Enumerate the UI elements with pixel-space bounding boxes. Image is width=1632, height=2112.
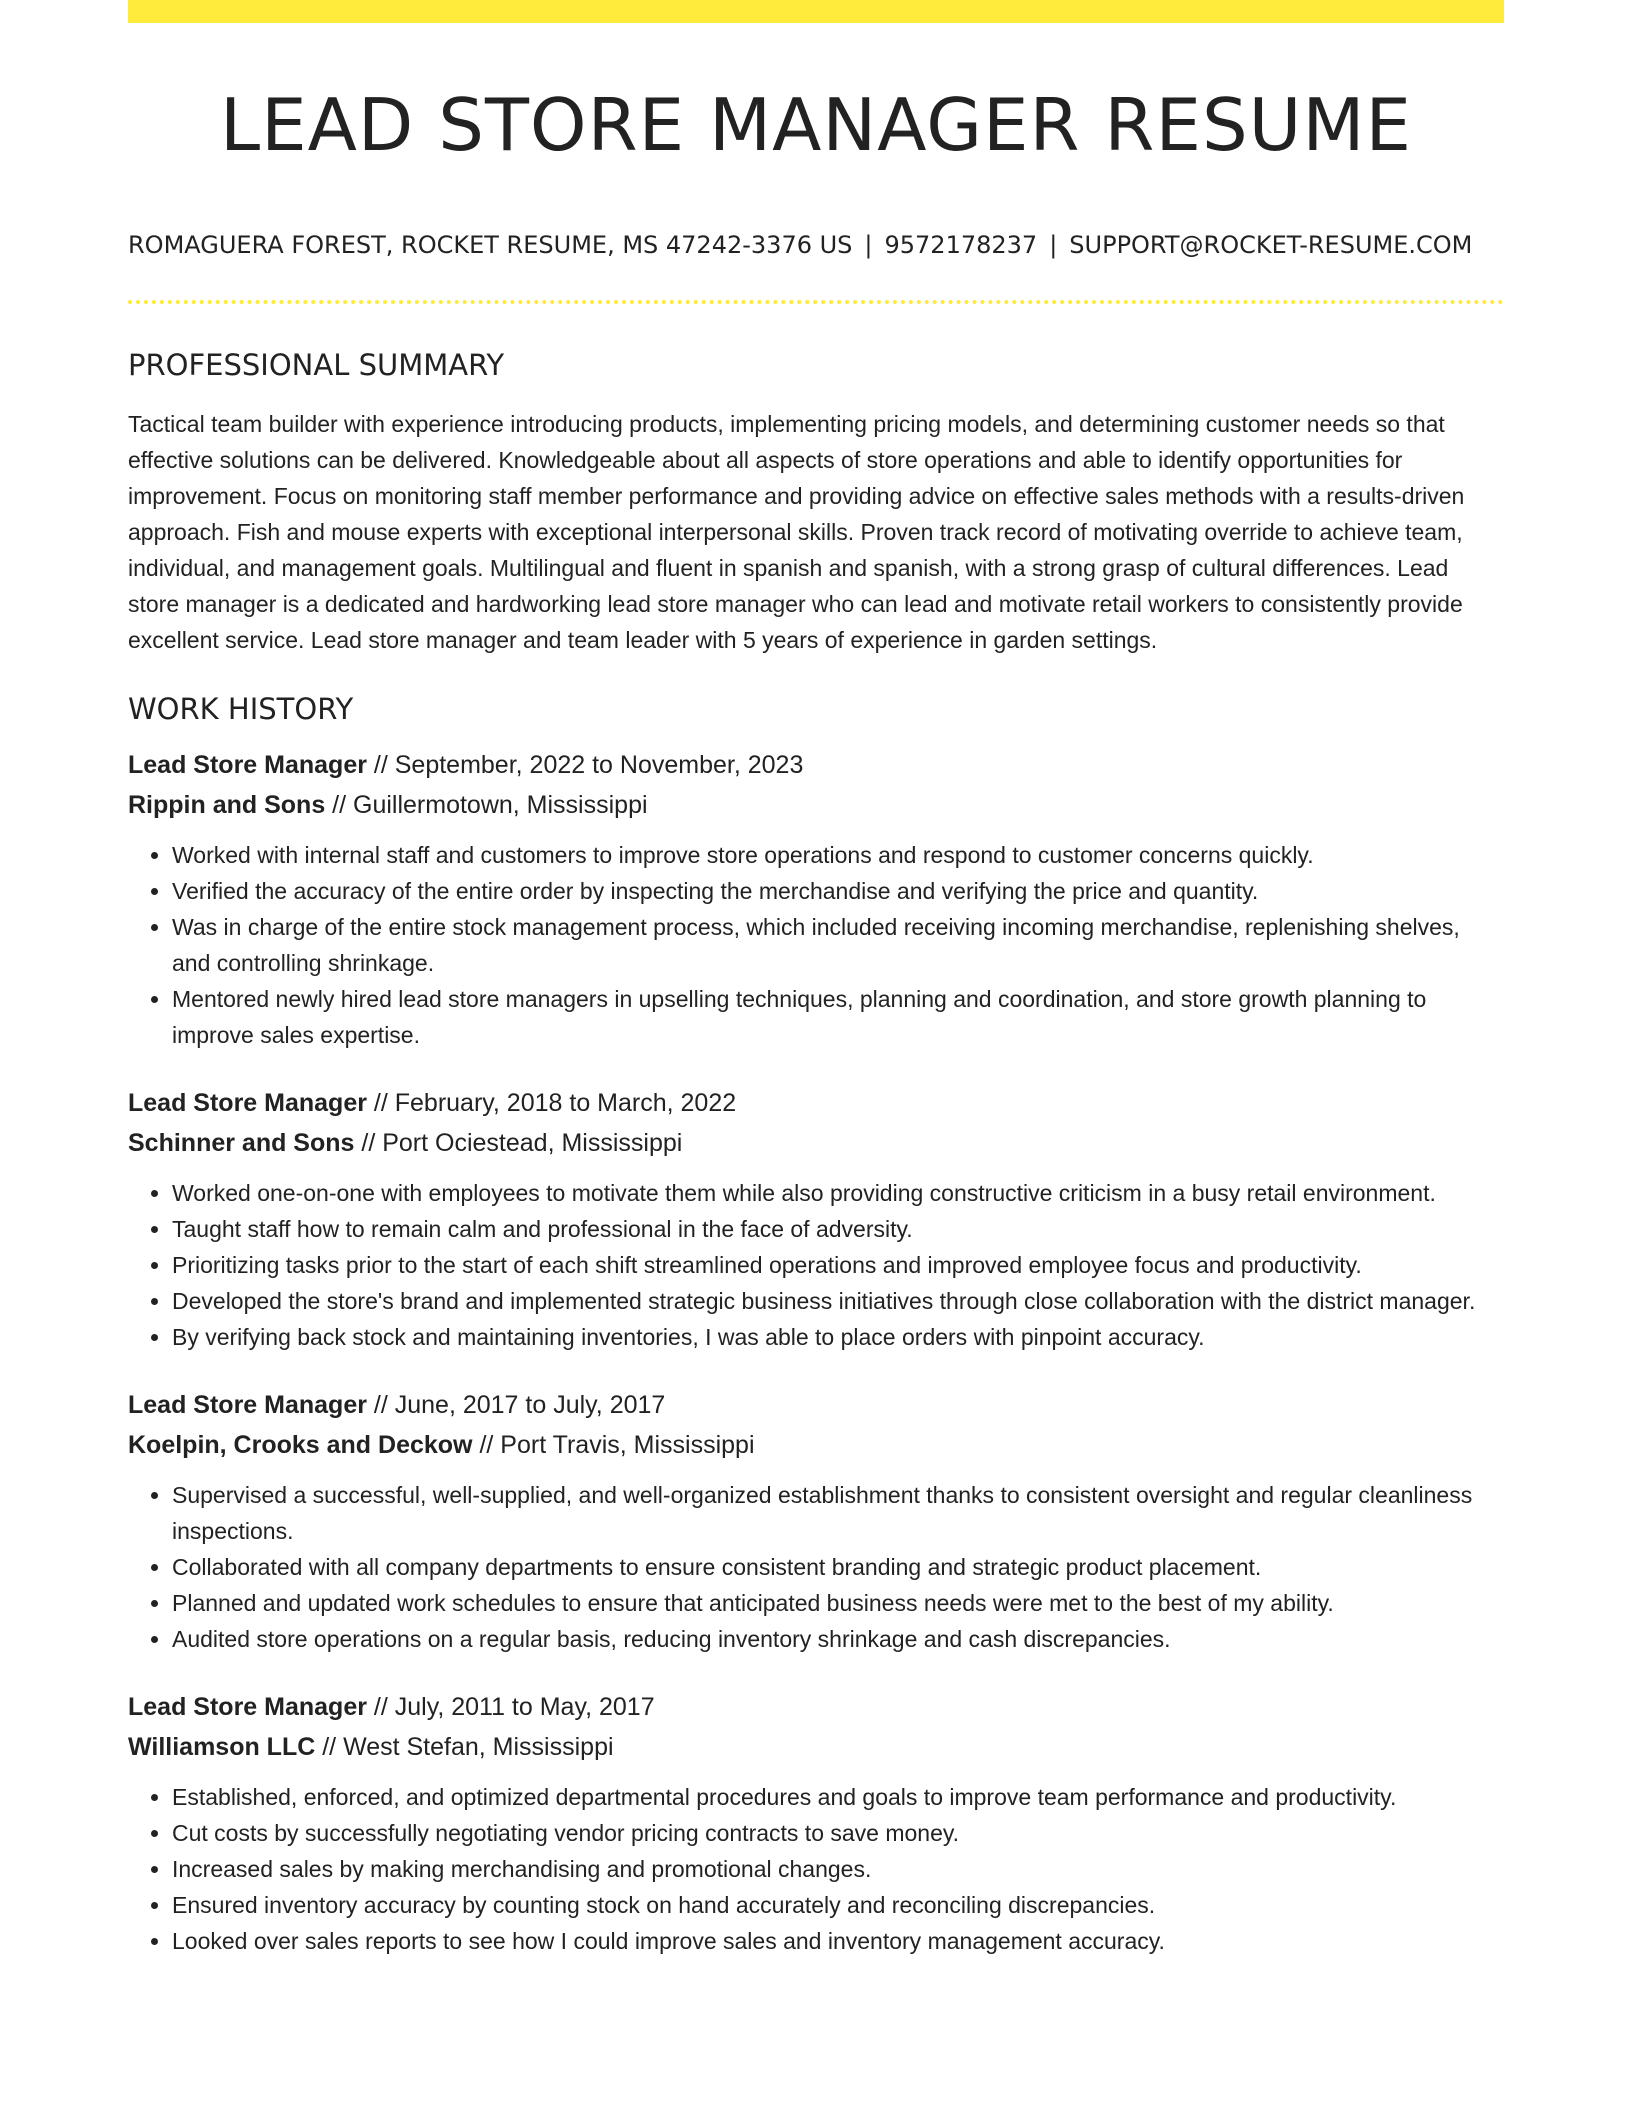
job-dates: // June, 2017 to July, 2017 bbox=[366, 1391, 666, 1420]
job-bullet: • Collaborated with all company departments to ensure consistent branding and strategic product placement. bbox=[172, 1549, 1504, 1585]
job-entry bbox=[128, 1385, 1504, 1657]
job-bullet: • Taught staff how to remain calm and professional in the face of adversity. bbox=[172, 1211, 1504, 1247]
job-bullets bbox=[128, 837, 1504, 1053]
job-company-line bbox=[128, 785, 1504, 825]
job-bullet: • Audited store operations on a regular basis, reducing inventory shrinkage and cash discrepancies. bbox=[172, 1621, 1504, 1657]
job-bullets bbox=[128, 1477, 1504, 1657]
job-company: Rippin and Sons bbox=[128, 791, 326, 820]
job-title: Lead Store Manager bbox=[128, 1089, 367, 1118]
job-title-line bbox=[128, 1083, 1504, 1123]
job-bullet: • Cut costs by successfully negotiating vendor pricing contracts to save money. bbox=[172, 1815, 1504, 1851]
contact-separator: | bbox=[1049, 230, 1058, 259]
job-bullet: • Developed the store's brand and implemented strategic business initiatives through close collaboration with the district manager. bbox=[172, 1283, 1504, 1319]
job-bullet: • Worked one-on-one with employees to motivate them while also providing constructive criticism in a busy retail environment. bbox=[172, 1175, 1504, 1211]
contact-email: SUPPORT@ROCKET-RESUME.COM bbox=[1069, 230, 1473, 259]
summary-heading: PROFESSIONAL SUMMARY bbox=[128, 347, 505, 382]
contact-address: ROMAGUERA FOREST, ROCKET RESUME, MS 47242-3376 US bbox=[128, 230, 853, 259]
contact-line bbox=[128, 231, 1504, 260]
job-bullet: • Prioritizing tasks prior to the start of each shift streamlined operations and improved employee focus and productivity. bbox=[172, 1247, 1504, 1283]
job-bullet: • Verified the accuracy of the entire order by inspecting the merchandise and verifying the price and quantity. bbox=[172, 873, 1504, 909]
dotted-divider bbox=[128, 300, 1504, 304]
job-bullet: • Mentored newly hired lead store managers in upselling techniques, planning and coordination, and store growth planning to improve sales expertise. bbox=[172, 981, 1504, 1053]
job-location: // West Stefan, Mississippi bbox=[315, 1733, 614, 1762]
job-bullet: • Ensured inventory accuracy by counting stock on hand accurately and reconciling discrepancies. bbox=[172, 1887, 1504, 1923]
job-entry bbox=[128, 745, 1504, 1053]
job-company: Koelpin, Crooks and Deckow bbox=[128, 1431, 473, 1460]
job-title: Lead Store Manager bbox=[128, 751, 367, 780]
summary-text: Tactical team builder with experience introducing products, implementing pricing models, and determining customer needs so that effective solutions can be delivered. Knowledgeable about all aspects of store operations and able to identify opportunities for improvement. Focus on monitoring staff member performance and providing advice on effective sales methods with a results-driven approach. Fish and mouse experts with exceptional interpersonal skills. Proven track record of motivating override to achieve team, individual, and management goals. Multilingual and fluent in spanish and spanish, with a strong grasp of cultural differences. Lead store manager is a dedicated and hardworking lead store manager who can lead and motivate retail workers to consistently provide excellent service. Lead store manager and team leader with 5 years of experience in garden settings. bbox=[128, 411, 1465, 654]
job-title: Lead Store Manager bbox=[128, 1391, 367, 1420]
job-bullet: • Planned and updated work schedules to ensure that anticipated business needs were met to the best of my ability. bbox=[172, 1585, 1504, 1621]
job-bullet: • Supervised a successful, well-supplied, and well-organized establishment thanks to consistent oversight and regular cleanliness inspections. bbox=[172, 1477, 1504, 1549]
contact-phone: 9572178237 bbox=[884, 230, 1038, 259]
job-dates: // February, 2018 to March, 2022 bbox=[366, 1089, 737, 1118]
job-company: Williamson LLC bbox=[128, 1733, 316, 1762]
resume-title: LEAD STORE MANAGER RESUME bbox=[220, 83, 1412, 167]
job-bullet: • Increased sales by making merchandising and promotional changes. bbox=[172, 1851, 1504, 1887]
job-location: // Port Travis, Mississippi bbox=[472, 1431, 755, 1460]
job-title-line bbox=[128, 1687, 1504, 1727]
resume-page bbox=[128, 0, 1504, 1959]
job-bullets bbox=[128, 1779, 1504, 1959]
job-bullet: • Looked over sales reports to see how I could improve sales and inventory management accuracy. bbox=[172, 1923, 1504, 1959]
job-location: // Port Ociestead, Mississippi bbox=[354, 1129, 683, 1158]
job-dates: // July, 2011 to May, 2017 bbox=[366, 1693, 655, 1722]
work-history-heading: WORK HISTORY bbox=[128, 692, 354, 727]
job-title-line bbox=[128, 1385, 1504, 1425]
job-title-line bbox=[128, 745, 1504, 785]
job-bullet: • By verifying back stock and maintaining inventories, I was able to place orders with pinpoint accuracy. bbox=[172, 1319, 1504, 1355]
work-history-list bbox=[128, 745, 1504, 1959]
top-accent-bar bbox=[128, 0, 1504, 23]
job-entry bbox=[128, 1687, 1504, 1959]
job-company-line bbox=[128, 1123, 1504, 1163]
job-entry bbox=[128, 1083, 1504, 1355]
job-bullet: • Worked with internal staff and customers to improve store operations and respond to customer concerns quickly. bbox=[172, 837, 1504, 873]
job-bullets bbox=[128, 1175, 1504, 1355]
job-dates: // September, 2022 to November, 2023 bbox=[366, 751, 804, 780]
job-title: Lead Store Manager bbox=[128, 1693, 367, 1722]
job-bullet: • Established, enforced, and optimized departmental procedures and goals to improve team performance and productivity. bbox=[172, 1779, 1504, 1815]
contact-separator: | bbox=[864, 230, 873, 259]
job-company: Schinner and Sons bbox=[128, 1129, 355, 1158]
job-location: // Guillermotown, Mississippi bbox=[325, 791, 648, 820]
job-company-line bbox=[128, 1727, 1504, 1767]
job-bullet: • Was in charge of the entire stock management process, which included receiving incoming merchandise, replenishing shelves, and controlling shrinkage. bbox=[172, 909, 1504, 981]
job-company-line bbox=[128, 1425, 1504, 1465]
